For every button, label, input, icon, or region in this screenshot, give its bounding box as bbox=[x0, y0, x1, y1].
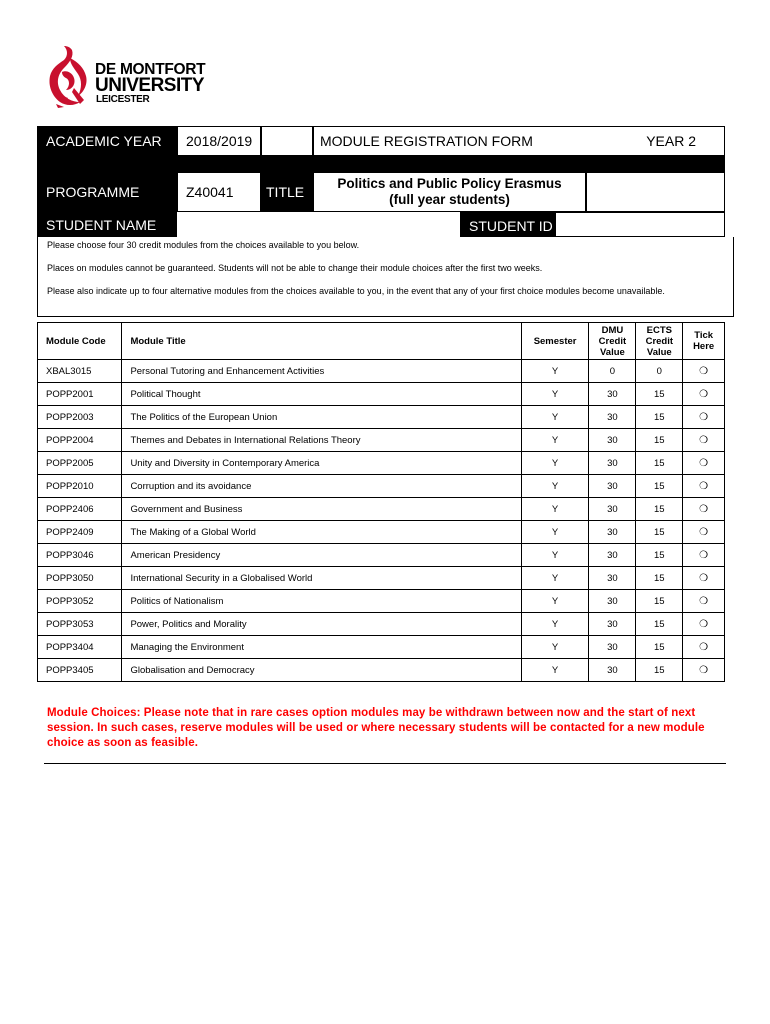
module-code: POPP3053 bbox=[38, 613, 122, 636]
programme-blank-cell bbox=[586, 172, 725, 212]
module-code: POPP2005 bbox=[38, 452, 122, 475]
table-row bbox=[38, 360, 725, 383]
table-row bbox=[38, 383, 725, 406]
header-module-code: Module Code bbox=[38, 323, 122, 360]
ects-credit: 15 bbox=[636, 544, 683, 567]
header-ects-line1: ECTS bbox=[646, 324, 672, 336]
module-title: Power, Politics and Morality bbox=[122, 613, 521, 636]
tick-checkbox[interactable]: ❍ bbox=[683, 498, 725, 521]
module-code: POPP2003 bbox=[38, 406, 122, 429]
montfort-lion-icon bbox=[44, 44, 92, 108]
table-row bbox=[38, 659, 725, 682]
tick-checkbox[interactable]: ❍ bbox=[683, 613, 725, 636]
programme-title-line2: (full year students) bbox=[389, 192, 510, 207]
dmu-credit: 30 bbox=[589, 521, 636, 544]
academic-year-label: ACADEMIC YEAR bbox=[37, 126, 177, 156]
module-table bbox=[37, 322, 725, 682]
dmu-credit: 30 bbox=[589, 429, 636, 452]
module-title: Corruption and its avoidance bbox=[122, 475, 521, 498]
table-row bbox=[38, 475, 725, 498]
semester: Y bbox=[521, 590, 589, 613]
module-code: POPP2406 bbox=[38, 498, 122, 521]
tick-checkbox[interactable]: ❍ bbox=[683, 659, 725, 682]
semester: Y bbox=[521, 498, 589, 521]
tick-checkbox[interactable]: ❍ bbox=[683, 475, 725, 498]
header-ects-credit bbox=[636, 323, 683, 360]
module-choices-notice: Module Choices: Please note that in rare cases option modules may be withdrawn between now and the start of next session. In such cases, reserve modules will be used or where necessary students will be contacted for a new module choice as soon as feasible. bbox=[47, 707, 705, 749]
dmu-credit: 30 bbox=[589, 567, 636, 590]
module-title: Themes and Debates in International Relations Theory bbox=[122, 429, 521, 452]
ects-credit: 0 bbox=[636, 360, 683, 383]
module-title: Political Thought bbox=[122, 383, 521, 406]
module-code: POPP2001 bbox=[38, 383, 122, 406]
programme-code: Z40041 bbox=[177, 172, 261, 212]
module-code: POPP3052 bbox=[38, 590, 122, 613]
dmu-credit: 30 bbox=[589, 383, 636, 406]
programme-title-line1: Politics and Public Policy Erasmus bbox=[337, 176, 562, 191]
module-title: Government and Business bbox=[122, 498, 521, 521]
tick-checkbox[interactable]: ❍ bbox=[683, 360, 725, 383]
table-row bbox=[38, 452, 725, 475]
table-row bbox=[38, 498, 725, 521]
module-title: Personal Tutoring and Enhancement Activities bbox=[122, 360, 521, 383]
instructions-box bbox=[37, 237, 734, 317]
dmu-credit: 30 bbox=[589, 636, 636, 659]
header-tick-line1: Tick bbox=[694, 330, 714, 341]
tick-checkbox[interactable]: ❍ bbox=[683, 452, 725, 475]
module-title: The Politics of the European Union bbox=[122, 406, 521, 429]
student-name-label: STUDENT NAME bbox=[37, 212, 177, 237]
table-header-row bbox=[38, 323, 725, 360]
ects-credit: 15 bbox=[636, 475, 683, 498]
table-row bbox=[38, 544, 725, 567]
logo-text-line2: UNIVERSITY bbox=[95, 75, 205, 96]
title-label: TITLE bbox=[261, 172, 313, 212]
module-title: International Security in a Globalised World bbox=[122, 567, 521, 590]
semester: Y bbox=[521, 659, 589, 682]
programme-label: PROGRAMME bbox=[37, 172, 177, 212]
instruction-text: Please also indicate up to four alternative modules from the choices available to you, in the event that any of your first choice modules become unavailable. bbox=[47, 286, 665, 296]
header-divider bbox=[37, 156, 725, 172]
dmu-credit: 30 bbox=[589, 475, 636, 498]
dmu-credit: 30 bbox=[589, 544, 636, 567]
dmu-credit: 30 bbox=[589, 498, 636, 521]
logo-text-line1: DE MONTFORT bbox=[95, 61, 206, 78]
semester: Y bbox=[521, 544, 589, 567]
student-name-field[interactable] bbox=[177, 212, 460, 237]
ects-credit: 15 bbox=[636, 521, 683, 544]
header-ects-line3: Value bbox=[646, 346, 672, 358]
module-rows bbox=[38, 360, 725, 682]
ects-credit: 15 bbox=[636, 452, 683, 475]
module-code: POPP3050 bbox=[38, 567, 122, 590]
module-code: POPP3046 bbox=[38, 544, 122, 567]
academic-year-value: 2018/2019 bbox=[177, 126, 261, 156]
ects-credit: 15 bbox=[636, 659, 683, 682]
tick-checkbox[interactable]: ❍ bbox=[683, 567, 725, 590]
header-tick-line2: Here bbox=[693, 341, 715, 352]
student-id-label: STUDENT ID bbox=[460, 212, 555, 237]
table-row bbox=[38, 567, 725, 590]
semester: Y bbox=[521, 406, 589, 429]
header-ects-line2: Credit bbox=[645, 335, 674, 347]
table-row bbox=[38, 406, 725, 429]
table-row bbox=[38, 636, 725, 659]
ects-credit: 15 bbox=[636, 567, 683, 590]
semester: Y bbox=[521, 613, 589, 636]
header-dmu-line1: DMU bbox=[601, 324, 624, 336]
module-code: XBAL3015 bbox=[38, 360, 122, 383]
year-label: YEAR 2 bbox=[646, 133, 696, 149]
ects-credit: 15 bbox=[636, 498, 683, 521]
table-row bbox=[38, 613, 725, 636]
instruction-text: Please choose four 30 credit modules from the choices available to you below. bbox=[47, 240, 360, 250]
tick-checkbox[interactable]: ❍ bbox=[683, 544, 725, 567]
tick-checkbox[interactable]: ❍ bbox=[683, 406, 725, 429]
semester: Y bbox=[521, 429, 589, 452]
semester: Y bbox=[521, 383, 589, 406]
semester: Y bbox=[521, 567, 589, 590]
tick-checkbox[interactable]: ❍ bbox=[683, 383, 725, 406]
header-dmu-line2: Credit bbox=[598, 335, 627, 347]
tick-checkbox[interactable]: ❍ bbox=[683, 521, 725, 544]
dmu-credit: 30 bbox=[589, 659, 636, 682]
table-row bbox=[38, 521, 725, 544]
header-blank-cell bbox=[261, 126, 313, 156]
instruction-text: Places on modules cannot be guaranteed. Students will not be able to change their module choices after the first two weeks. bbox=[47, 263, 543, 273]
form-title: MODULE REGISTRATION FORM bbox=[320, 133, 533, 149]
header-dmu-credit bbox=[589, 323, 636, 360]
ects-credit: 15 bbox=[636, 590, 683, 613]
module-title: American Presidency bbox=[122, 544, 521, 567]
student-id-field[interactable] bbox=[555, 212, 725, 237]
logo-text-line3: LEICESTER bbox=[96, 94, 150, 105]
semester: Y bbox=[521, 636, 589, 659]
module-code: POPP3405 bbox=[38, 659, 122, 682]
module-title: Unity and Diversity in Contemporary America bbox=[122, 452, 521, 475]
dmu-credit: 30 bbox=[589, 452, 636, 475]
semester: Y bbox=[521, 521, 589, 544]
ects-credit: 15 bbox=[636, 406, 683, 429]
dmu-credit: 30 bbox=[589, 406, 636, 429]
semester: Y bbox=[521, 452, 589, 475]
header-semester: Semester bbox=[521, 323, 589, 360]
header-tick bbox=[683, 323, 725, 360]
module-code: POPP2010 bbox=[38, 475, 122, 498]
dmu-credit: 30 bbox=[589, 590, 636, 613]
tick-checkbox[interactable]: ❍ bbox=[683, 636, 725, 659]
programme-title bbox=[313, 172, 586, 212]
ects-credit: 15 bbox=[636, 636, 683, 659]
module-title: Managing the Environment bbox=[122, 636, 521, 659]
module-title: Politics of Nationalism bbox=[122, 590, 521, 613]
module-title: Globalisation and Democracy bbox=[122, 659, 521, 682]
ects-credit: 15 bbox=[636, 429, 683, 452]
module-title: The Making of a Global World bbox=[122, 521, 521, 544]
header-module-title: Module Title bbox=[122, 323, 521, 360]
header-dmu-line3: Value bbox=[599, 346, 625, 358]
module-code: POPP2409 bbox=[38, 521, 122, 544]
ects-credit: 15 bbox=[636, 613, 683, 636]
form-title-cell bbox=[313, 126, 725, 156]
semester: Y bbox=[521, 475, 589, 498]
notice-divider bbox=[44, 763, 726, 764]
module-code: POPP2004 bbox=[38, 429, 122, 452]
ects-credit: 15 bbox=[636, 383, 683, 406]
dmu-credit: 0 bbox=[589, 360, 636, 383]
tick-checkbox[interactable]: ❍ bbox=[683, 429, 725, 452]
module-code: POPP3404 bbox=[38, 636, 122, 659]
table-row bbox=[38, 590, 725, 613]
semester: Y bbox=[521, 360, 589, 383]
tick-checkbox[interactable]: ❍ bbox=[683, 590, 725, 613]
table-row bbox=[38, 429, 725, 452]
dmu-credit: 30 bbox=[589, 613, 636, 636]
